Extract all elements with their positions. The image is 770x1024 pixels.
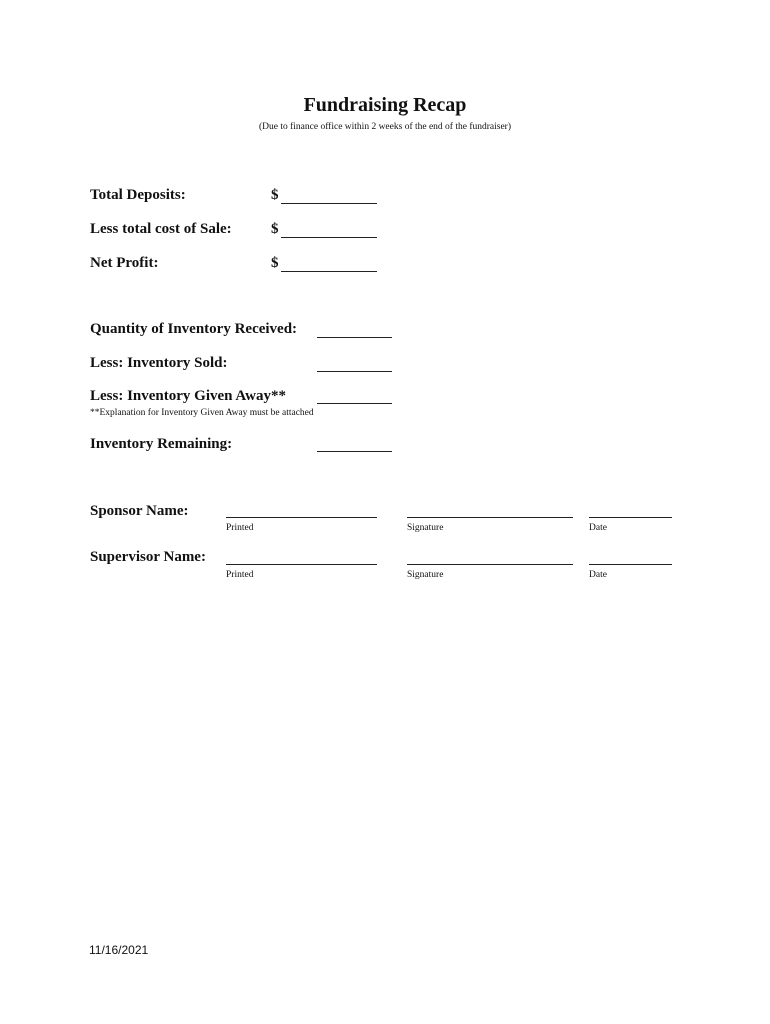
inventory-received-label: Quantity of Inventory Received: xyxy=(90,321,298,337)
footer-date: 11/16/2021 xyxy=(89,943,149,957)
page-title: Fundraising Recap xyxy=(303,94,467,116)
inventory-remaining-field[interactable] xyxy=(317,451,392,452)
supervisor-date-field[interactable] xyxy=(589,564,672,565)
supervisor-signature-field[interactable] xyxy=(407,564,573,565)
inventory-given-away-label: Less: Inventory Given Away** xyxy=(90,388,286,404)
less-cost-field[interactable] xyxy=(281,237,377,238)
inventory-sold-field[interactable] xyxy=(317,371,392,372)
sponsor-name-label: Sponsor Name: xyxy=(90,503,189,519)
supervisor-signature-caption: Signature xyxy=(407,570,444,580)
less-cost-currency: $ xyxy=(271,221,279,237)
total-deposits-label: Total Deposits: xyxy=(90,187,186,203)
sponsor-date-field[interactable] xyxy=(589,517,672,518)
sponsor-printed-field[interactable] xyxy=(226,517,377,518)
total-deposits-field[interactable] xyxy=(281,203,377,204)
inventory-sold-label: Less: Inventory Sold: xyxy=(90,355,228,371)
sponsor-signature-caption: Signature xyxy=(407,523,444,533)
net-profit-currency: $ xyxy=(271,255,279,271)
less-cost-label: Less total cost of Sale: xyxy=(90,221,232,237)
supervisor-printed-caption: Printed xyxy=(226,570,254,580)
net-profit-label: Net Profit: xyxy=(90,255,159,271)
supervisor-printed-field[interactable] xyxy=(226,564,377,565)
sponsor-signature-field[interactable] xyxy=(407,517,573,518)
net-profit-field[interactable] xyxy=(281,271,377,272)
inventory-given-away-field[interactable] xyxy=(317,403,392,404)
supervisor-date-caption: Date xyxy=(589,570,607,580)
inventory-received-field[interactable] xyxy=(317,337,392,338)
inventory-given-away-note: **Explanation for Inventory Given Away must be attached xyxy=(90,408,314,418)
page-subtitle: (Due to finance office within 2 weeks of the end of the fundraiser) xyxy=(258,122,511,132)
sponsor-date-caption: Date xyxy=(589,523,607,533)
inventory-remaining-label: Inventory Remaining: xyxy=(90,436,233,452)
supervisor-name-label: Supervisor Name: xyxy=(90,549,206,565)
sponsor-printed-caption: Printed xyxy=(226,523,254,533)
total-deposits-currency: $ xyxy=(271,187,279,203)
